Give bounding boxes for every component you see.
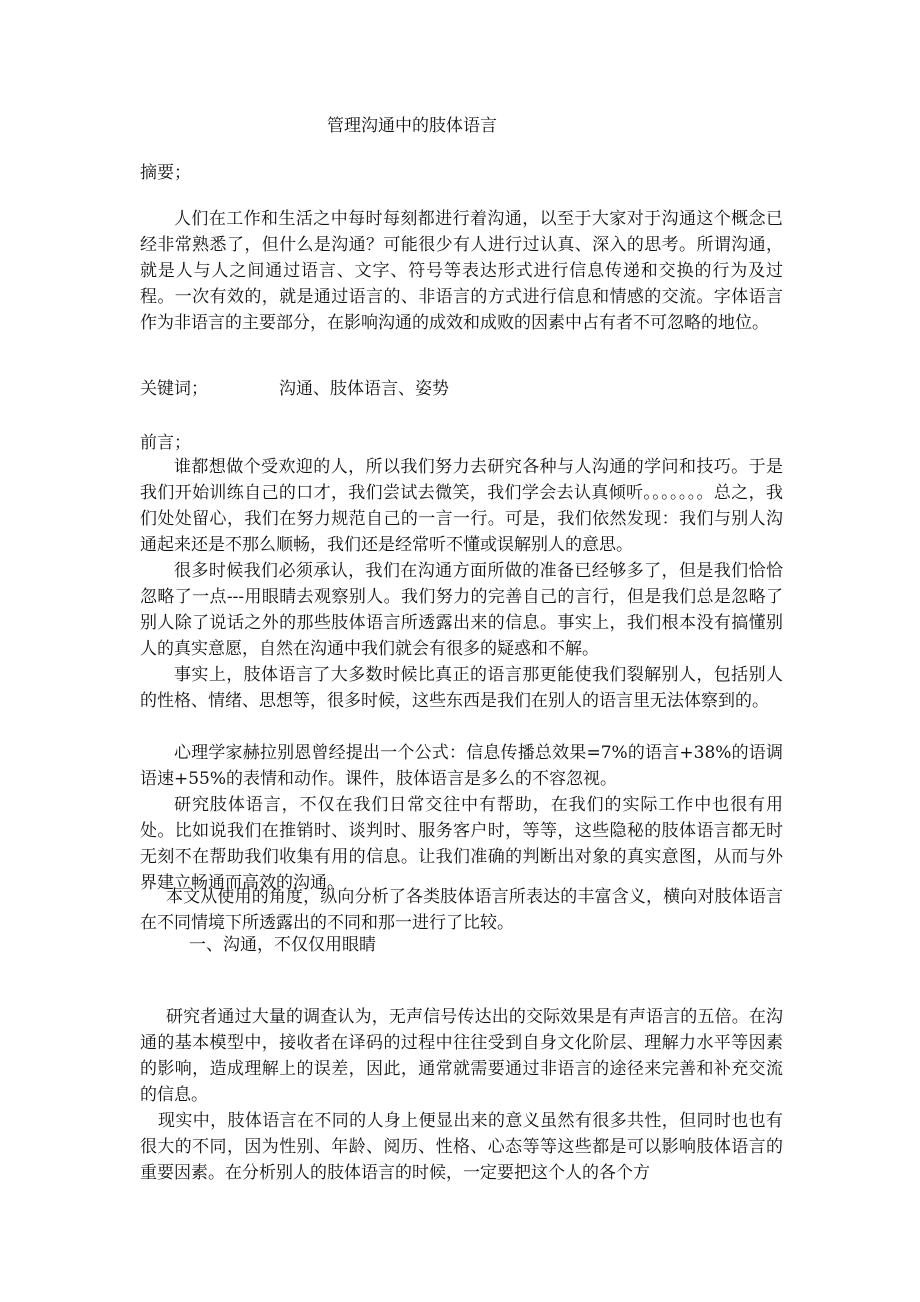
section1-paragraph-2: 现实中，肢体语言在不同的人身上便显出来的意义虽然有很多共性，但同时也也有很大的不同，因为性别、年龄、阅历、性格、心态等等这些都是可以影响肢体语言的重要因素。在分析别人的肢体语言的时候，一定要把这个人的各个方 [140,1111,783,1183]
preface-paragraph-2: 很多时候我们必须承认，我们在沟通方面所做的准备已经够多了，但是我们恰恰忽略了一点---用眼睛去观察别人。我们努力的完善自己的言行，但是我们总是忽略了别人除了说话之外的那些肢体语言所透露出来的信息。事实上，我们根本没有搞懂别人的真实意愿，自然在沟通中我们就会有很多的疑惑和不解。 [140,561,783,659]
abstract-text: 人们在工作和生活之中每时每刻都进行着沟通，以至于大家对于沟通这个概念已经非常熟悉了，但什么是沟通？可能很少有人进行过认真、深入的思考。所谓沟通，就是人与人之间通过语言、文字、符号等表达形式进行信息传递和交换的行为及过程。一次有效的，就是通过语言的、非语言的方式进行信息和情感的交流。字体语言作为非语言的主要部分，在影响沟通的成效和成败的因素中占有者不可忽略的地位。 [140,209,783,333]
keywords-label: 关键词； [140,379,208,399]
keywords-value: 沟通、肢体语言、姿势 [279,379,449,399]
preface-paragraph-6: 本文从使用的角度，纵向分析了各类肢体语言所表达的丰富含义，横向对肢体语言在不同情境下所透露出的不同和那一进行了比较。 [140,887,783,933]
preface-paragraph-5: 研究肢体语言，不仅在我们日常交往中有帮助，在我们的实际工作中也很有用处。比如说我们在推销时、谈判时、服务客户时，等等，这些隐秘的肢体语言都无时无刻不在帮助我们收集有用的信息。让我们准确的判断出对象的真实意图，从而与外界建立畅通而高效的沟通。 [140,795,783,893]
abstract-label: 摘要； [140,163,191,183]
document-title: 管理沟通中的肢体语言 [327,116,497,136]
preface-paragraph-3: 事实上，肢体语言了大多数时候比真正的语言那更能使我们裂解别人，包括别人的性格、情绪、思想等，很多时候，这些东西是我们在别人的语言里无法体察到的。 [140,665,783,711]
section1-paragraph-1: 研究者通过大量的调查认为，无声信号传达出的交际效果是有声语言的五倍。在沟通的基本模型中，接收者在译码的过程中往往受到自身文化阶层、理解力水平等因素的影响，造成理解上的误差，因此，通常就需要通过非语言的途径来完善和补充交流的信息。 [140,1007,783,1105]
section-heading-1: 一、沟通，不仅仅用眼睛 [189,935,376,955]
preface-label: 前言； [140,433,191,453]
preface-paragraph-4: 心理学家赫拉别恩曾经提出一个公式：信息传播总效果=7%的语言+38%的语调语速+55%的表情和动作。课件，肢体语言是多么的不容忽视。 [140,743,783,789]
preface-paragraph-1: 谁都想做个受欢迎的人，所以我们努力去研究各种与人沟通的学问和技巧。于是我们开始训练自己的口才，我们尝试去微笑，我们学会去认真倾听。。。。。。。总之，我们处处留心，我们在努力规范自己的一言一行。可是，我们依然发现：我们与别人沟通起来还是不那么顺畅，我们还是经常听不懂或误解别人的意思。 [140,457,783,555]
